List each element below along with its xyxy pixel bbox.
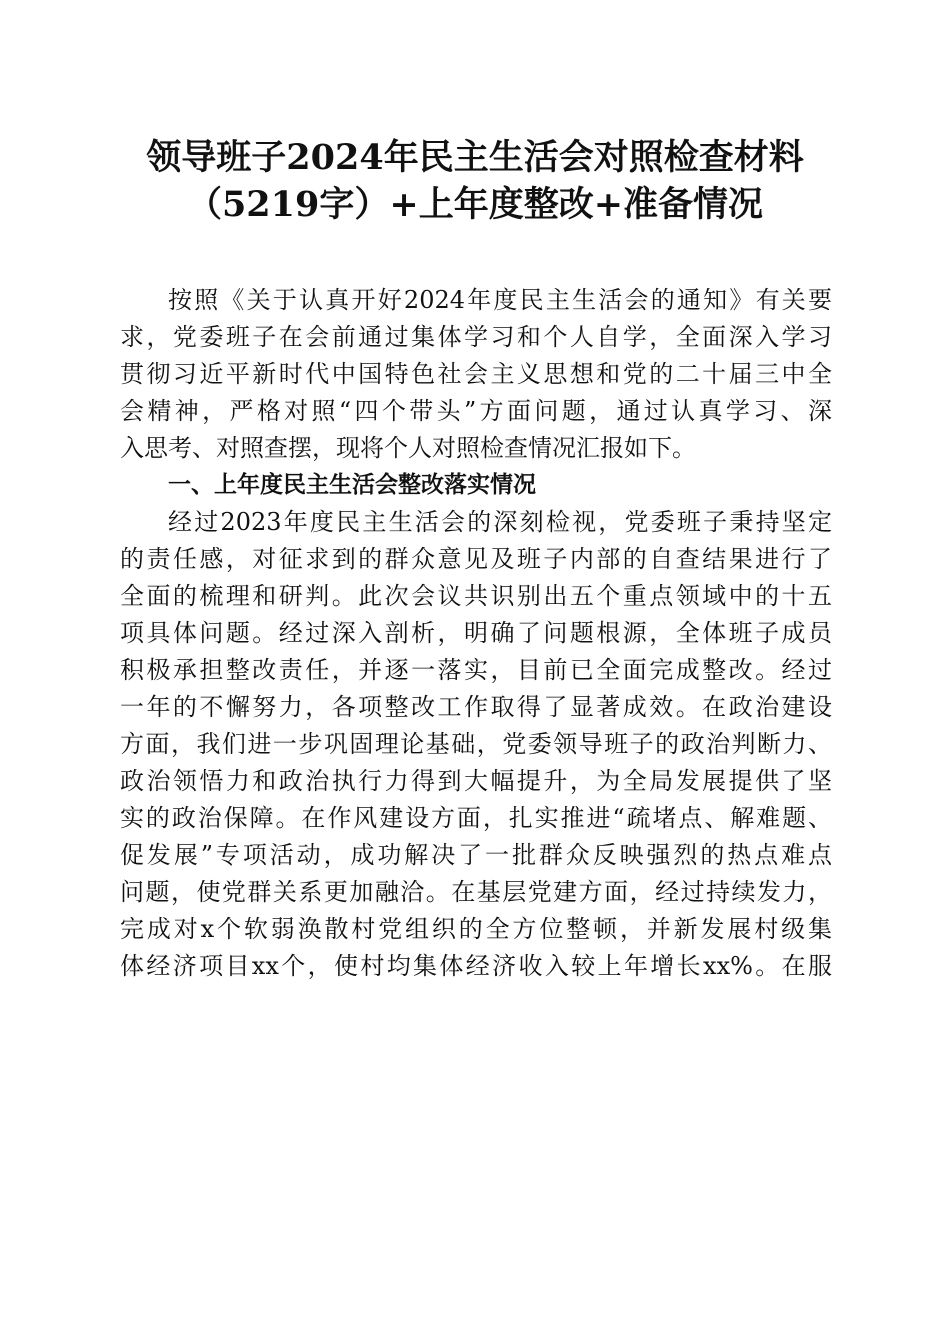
paragraph-2-line: 政治领悟力和政治执行力得到大幅提升，为全局发展提供了坚 [120, 767, 832, 795]
paragraph-2-line: 一年的不懈努力，各项整改工作取得了显著成效。在政治建设 [120, 693, 832, 721]
paragraph-2-line: 完成对x个软弱涣散村党组织的全方位整顿，并新发展村级集 [120, 915, 832, 943]
title-line-2: （5219字）+上年度整改+准备情况 [186, 184, 764, 225]
paragraph-2-line: 实的政治保障。在作风建设方面，扎实推进“疏堵点、解难题、 [120, 804, 832, 832]
paragraph-2-line: 的责任感，对征求到的群众意见及班子内部的自查结果进行了 [120, 545, 832, 573]
paragraph-2-line: 促发展”专项活动，成功解决了一批群众反映强烈的热点难点 [120, 841, 832, 869]
paragraph-1-line: 入思考、对照查摆，现将个人对照检查情况汇报如下。 [120, 434, 696, 462]
paragraph-2-line: 方面，我们进一步巩固理论基础，党委领导班子的政治判断力、 [120, 730, 832, 758]
document-body [120, 282, 832, 985]
section-heading: 一、上年度民主生活会整改落实情况 [168, 472, 536, 498]
paragraph-2-line: 经过2023年度民主生活会的深刻检视，党委班子秉持坚定 [168, 508, 832, 536]
document-title [100, 134, 850, 228]
title-line-1: 领导班子2024年民主生活会对照检查材料 [146, 137, 804, 178]
paragraph-1-line: 贯彻习近平新时代中国特色社会主义思想和党的二十届三中全 [120, 360, 832, 388]
paragraph-1-line: 会精神，严格对照“四个带头”方面问题，通过认真学习、深 [120, 397, 832, 425]
paragraph-2-line: 积极承担整改责任，并逐一落实，目前已全面完成整改。经过 [120, 656, 832, 684]
paragraph-1-line: 求，党委班子在会前通过集体学习和个人自学，全面深入学习 [120, 323, 832, 351]
paragraph-1-line: 按照《关于认真开好2024年度民主生活会的通知》有关要 [168, 286, 832, 314]
paragraph-2-line: 项具体问题。经过深入剖析，明确了问题根源，全体班子成员 [120, 619, 832, 647]
paragraph-2-line: 全面的梳理和研判。此次会议共识别出五个重点领域中的十五 [120, 582, 832, 610]
paragraph-2-line: 体经济项目xx个，使村均集体经济收入较上年增长xx%。在服 [120, 952, 832, 980]
paragraph-2-line: 问题，使党群关系更加融洽。在基层党建方面，经过持续发力， [120, 878, 832, 906]
